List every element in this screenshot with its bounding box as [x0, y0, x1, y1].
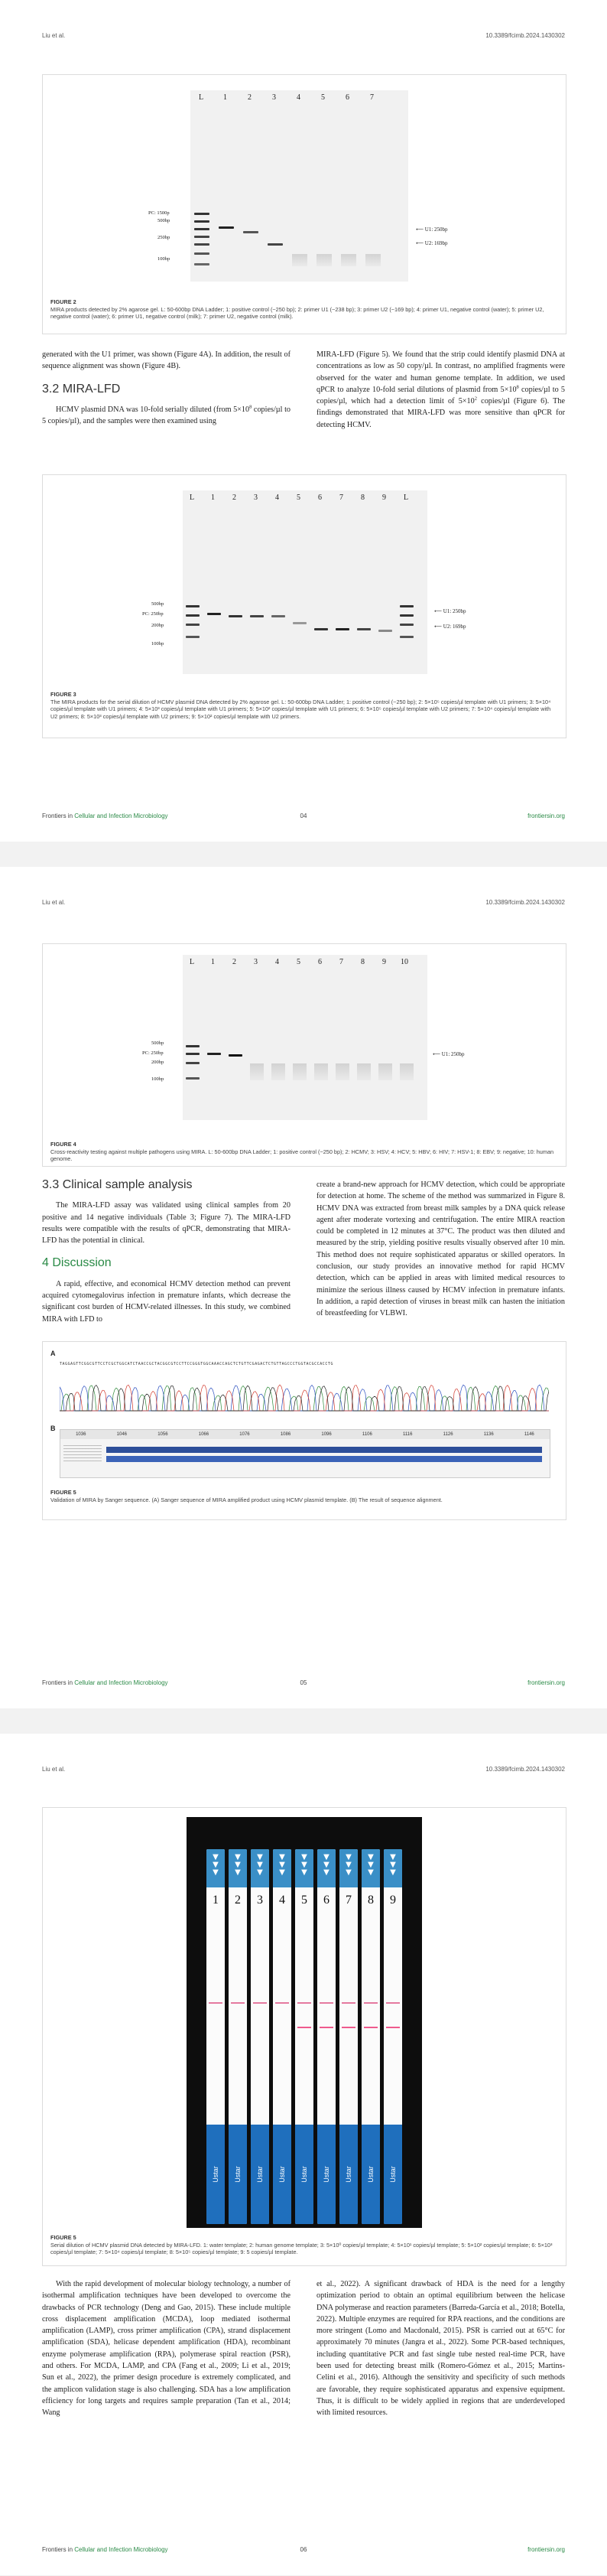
product-band — [243, 231, 258, 233]
ladder-band — [186, 1045, 200, 1047]
strip-number: 2 — [235, 1894, 241, 1907]
product-band — [271, 615, 285, 617]
lane-label: 4 — [297, 93, 300, 102]
ruler-tick: 1126 — [443, 1432, 453, 1437]
strip-absorbent-pad — [206, 2125, 225, 2224]
sequence-text: TAGGAGTTCGGCGTTCCTCGCTGGCATCTAACCGCTACGGCGTCCTTCCGGGTGGCAAACCAGCTCTGTTCGAGACTCTGTTAGCCCTGGTACGCCACCTG — [60, 1362, 333, 1366]
control-line — [386, 2002, 400, 2004]
panel-label-a: A — [50, 1350, 56, 1357]
paragraph: The MIRA-LFD assay was validated using clinical samples from 20 positive and 14 negative individuals (Table 3; Figure 7). The MIRA-LFD results were compatible with the results of qPCR, demonstrating that MIRA-LFD has the potential in clinical. — [42, 1201, 291, 1246]
lane-label: 7 — [339, 493, 343, 502]
strip-sample-pad — [206, 1849, 225, 1887]
marker-label: PC: 1500p — [148, 210, 170, 216]
lane-label: 10 — [401, 958, 408, 966]
gel-image — [190, 90, 408, 282]
band-arrow-label: ⟵ U1: 250bp — [434, 608, 466, 614]
footer-journal-prefix: Frontiers in — [42, 1679, 75, 1686]
marker-label: 100bp — [151, 641, 164, 646]
lane-label: 1 — [211, 958, 215, 966]
lane-label: 3 — [254, 958, 258, 966]
band-arrow-text: U1: 250bp — [424, 226, 448, 233]
control-line — [320, 2002, 333, 2004]
strip-brand-label: Ustar — [323, 2166, 330, 2183]
figure-caption-text: The MIRA products for the serial dilution of HCMV plasmid DNA detected by 2% agarose gel. L: 50-600bp DNA Ladder; 1: positive control (~250 bp); 2: 5×10⁵ copies/µl template with U1 primers; 3: 5×10⁴ copies/µl template with U1 primers; 4: 5×10³ copies/µl template with U1 primers; 5: 5×10² copies/µl template with U1 primers; 6: 5×10⁵ copies/µl template with U2 primers; 7: 5×10⁴ copies/µl template with U2 primers; 8: 5×10³ copies/µl template with U2 primers; 9: 5×10² copies/µl template with U2 primers. — [50, 698, 551, 720]
strip-sample-pad — [273, 1849, 291, 1887]
ladder-band — [194, 243, 209, 246]
marker-label: 500bp — [151, 1040, 164, 1046]
ladder-band — [400, 624, 414, 626]
ruler-tick: 1146 — [524, 1432, 534, 1437]
ladder-band — [194, 252, 209, 255]
lfd-strip — [251, 1849, 269, 2224]
figure-caption — [50, 1489, 558, 1503]
ladder-band — [400, 605, 414, 607]
strip-sample-pad — [251, 1849, 269, 1887]
product-band — [378, 630, 392, 632]
arrow-down-icon: ▼ ▼ ▼ — [301, 1853, 307, 1877]
product-band — [357, 628, 371, 630]
marker-label: 500bp — [151, 601, 164, 607]
lane-label: 3 — [272, 93, 276, 102]
paragraph-text: copies/µl to 5 copies/µl), and the samples were then examined using — [42, 405, 291, 426]
lane-label: 8 — [361, 958, 365, 966]
control-line — [253, 2002, 267, 2004]
superscript: 8 — [516, 384, 519, 390]
band-arrow-label: ⟵ U2: 169bp — [434, 624, 466, 630]
ladder-band — [186, 624, 200, 626]
lane-label: L — [190, 493, 195, 502]
control-line — [209, 2002, 222, 2004]
lfd-strip — [229, 1849, 247, 2224]
primer-smear — [357, 1063, 371, 1080]
marker-label: 100bp — [157, 256, 170, 262]
strip-row — [206, 1849, 402, 2224]
footer-journal-prefix: Frontiers in — [42, 2546, 75, 2553]
arrow-down-icon: ▼ ▼ ▼ — [257, 1853, 263, 1877]
paragraph-text: copies/µl (Figure 6). The findings demonstrated that MIRA-LFD was more sensitive than qPCR for detecting HCMV. — [316, 397, 566, 429]
strip-number: 7 — [346, 1894, 352, 1907]
strip-brand-label: Ustar — [234, 2166, 242, 2183]
test-line — [364, 2027, 378, 2028]
test-line — [320, 2027, 333, 2028]
strip-absorbent-pad — [339, 2125, 358, 2224]
ladder-band — [194, 228, 209, 230]
lane-label: 4 — [275, 493, 279, 502]
lane-label: L — [190, 958, 195, 966]
header-doi[interactable]: 10.3389/fcimb.2024.1430302 — [485, 1766, 565, 1773]
ladder-band — [400, 614, 414, 617]
header-doi[interactable]: 10.3389/fcimb.2024.1430302 — [485, 899, 565, 906]
strip-sample-pad — [229, 1849, 247, 1887]
figure-title: FIGURE 2 — [50, 298, 76, 305]
paragraph-text: MIRA-LFD (Figure 5). We found that the strip could identify plasmid DNA at concentrations as low as 50 copy/µl. In contrast, no amplified fragments were observed for the water and human genome template. In addition, we used qPCR to analyze 10-fold serial dilutions of plasmid from 5×10 — [316, 350, 565, 394]
product-band — [314, 628, 328, 630]
figure-caption-text: Validation of MIRA by Sanger sequence. (A) Sanger sequence of MIRA amplified product using HCMV plasmid template. (B) The result of sequence alignment. — [50, 1496, 443, 1503]
ruler-tick: 1066 — [198, 1432, 209, 1437]
product-band — [229, 615, 242, 617]
footer-journal-prefix: Frontiers in — [42, 813, 75, 819]
strip-sample-pad — [384, 1849, 402, 1887]
primer-smear — [341, 254, 356, 266]
section-heading: 4 Discussion — [42, 1256, 112, 1270]
ladder-band — [186, 1077, 200, 1080]
figure-caption — [50, 2234, 558, 2256]
ladder-band — [194, 213, 209, 215]
chromatogram-trace — [60, 1385, 549, 1411]
arrow-down-icon: ▼ ▼ ▼ — [323, 1853, 329, 1877]
strip-absorbent-pad — [295, 2125, 313, 2224]
body-column-right — [316, 1179, 565, 1320]
strip-number: 3 — [257, 1894, 263, 1907]
strip-brand-label: Ustar — [367, 2166, 375, 2183]
lane-label: 7 — [370, 93, 374, 102]
lane-label: 2 — [232, 493, 236, 502]
arrow-down-icon: ▼ ▼ ▼ — [279, 1853, 285, 1877]
marker-label: 200bp — [151, 623, 164, 628]
lane-label: 9 — [382, 958, 386, 966]
figure-caption — [50, 1141, 558, 1163]
paragraph: With the rapid development of molecular biology technology, a number of isothermal amplification techniques have been developed to overcome the drawbacks of PCR technology (Deng and Gao, 2015). These include multiple cross displacement amplification (MCDA), loop mediated isothermal amplification (LAMP), cross primer amplification (CPA), strand displacement amplification (SDA), helicase dependent amplification (HDA), recombinant enzyme polymerase amplification (RPA), polymerase spiral reaction (PSR), and others. For MCDA, LAMP, and CPA (Fang et al., 2009; Li et al., 2019; Sun et al., 2022), the primer design procedure is extremely complicated, and the amplicon validation stage is also challenging. SDA has a low amplification efficiency for long targets and requires sample preparation (Tan et al., 2014; Wang — [42, 2280, 291, 2418]
strip-brand-label: Ustar — [300, 2166, 308, 2183]
primer-smear — [250, 1063, 264, 1080]
paragraph-text: HCMV plasmid DNA was 10-fold serially diluted (from 5×10 — [56, 405, 250, 414]
figure-4 — [42, 943, 566, 1167]
lane-label: 8 — [361, 493, 365, 502]
section-heading: 3.2 MIRA-LFD — [42, 382, 121, 396]
ladder-band — [194, 220, 209, 223]
product-band — [207, 613, 221, 615]
ruler-tick: 1076 — [239, 1432, 250, 1437]
header-authors: Liu et al. — [42, 1766, 66, 1773]
marker-label: PC: 250bp — [142, 1050, 164, 1056]
figure-3 — [42, 474, 566, 738]
arrow-down-icon: ▼ ▼ ▼ — [346, 1853, 352, 1877]
footer-journal-name: Cellular and Infection Microbiology — [74, 1679, 168, 1686]
lane-label: 1 — [223, 93, 227, 102]
ruler-tick: 1096 — [321, 1432, 332, 1437]
lane-label: 5 — [297, 493, 300, 502]
lfd-strip — [339, 1849, 358, 2224]
test-line — [386, 2027, 400, 2028]
band-arrow-label: ⟵ U2: 169bp — [416, 240, 448, 246]
ruler-tick: 1136 — [483, 1432, 494, 1437]
strip-number: 1 — [213, 1894, 219, 1907]
lane-label: 6 — [318, 958, 322, 966]
ladder-band — [186, 1062, 200, 1064]
page-05 — [0, 867, 607, 1708]
arrow-down-icon: ▼ ▼ ▼ — [235, 1853, 241, 1877]
ladder-band — [194, 236, 209, 238]
test-line — [297, 2027, 311, 2028]
ladder-band — [400, 636, 414, 638]
strip-sample-pad — [317, 1849, 336, 1887]
lane-label: L — [404, 493, 409, 502]
paragraph — [42, 404, 291, 428]
strip-number: 6 — [323, 1894, 329, 1907]
lane-label: 5 — [321, 93, 325, 102]
lane-label: L — [199, 93, 204, 102]
primer-smear — [400, 1063, 414, 1080]
lfd-strip — [206, 1849, 225, 2224]
gel-image — [183, 490, 427, 674]
ladder-band — [194, 263, 209, 265]
strip-absorbent-pad — [229, 2125, 247, 2224]
product-band — [268, 243, 283, 246]
figure-title: FIGURE 4 — [50, 1141, 76, 1148]
product-band — [293, 622, 307, 624]
strip-number: 4 — [279, 1894, 285, 1907]
band-arrow-text: U1: 250bp — [441, 1051, 465, 1057]
lane-label: 4 — [275, 958, 279, 966]
product-band — [250, 615, 264, 617]
lfd-photo — [187, 1817, 422, 2228]
strip-brand-label: Ustar — [256, 2166, 264, 2183]
page-06 — [0, 1734, 607, 2575]
primer-smear — [365, 254, 381, 266]
primer-smear — [316, 254, 332, 266]
band-arrow-text: U2: 169bp — [443, 624, 466, 630]
strip-absorbent-pad — [362, 2125, 380, 2224]
ruler-tick: 1056 — [157, 1432, 168, 1437]
figure-5 — [42, 1341, 566, 1520]
lane-label: 2 — [248, 93, 252, 102]
ladder-band — [186, 636, 200, 638]
lane-label: 5 — [297, 958, 300, 966]
primer-smear — [336, 1063, 349, 1080]
chromatogram — [60, 1369, 549, 1412]
control-line — [342, 2002, 355, 2004]
header-doi[interactable]: 10.3389/fcimb.2024.1430302 — [485, 32, 565, 39]
primer-smear — [314, 1063, 328, 1080]
strip-absorbent-pad — [317, 2125, 336, 2224]
control-line — [364, 2002, 378, 2004]
lane-label: 6 — [346, 93, 349, 102]
figure-caption-text: Cross-reactivity testing against multiple pathogens using MIRA. L: 50-600bp DNA Ladder; 1: positive control (~250 bp); 2: HCMV; 3: HSV; 4: HCV; 5: HBV; 6: HIV; 7: HSV-1; 8: EBV; 9: negative; 10: human genome. — [50, 1148, 554, 1162]
paragraph — [316, 349, 565, 431]
footer-journal-name: Cellular and Infection Microbiology — [74, 2546, 168, 2553]
paragraph: create a brand-new approach for HCMV detection, which could be appropriate for detection at home. The scheme of the method was summarized in Figure 8. HCMV DNA was extracted from breast milk samples by a DNA quick release agent after moderate vortexing and centrifugation. The entire MIRA reaction could be completed in 12 minutes at 37°C. The product was then diluted and measured by the strip, yielding positive results visually observed after 10 min. This method does not require sophisticated apparatus or skilled operators. In conclusion, our study provides an innovative method for rapid HCMV detection, which can be applied in areas with limited medical resources to minimize the serious illness caused by HCMV infection in premature infants. In addition, a rapid detection of viruses in breast milk can hasten the initiation of breastfeeding for VLBWI. — [316, 1181, 565, 1318]
chromatogram-trace — [60, 1386, 549, 1412]
strip-brand-label: Ustar — [389, 2166, 397, 2183]
arrow-down-icon: ▼ ▼ ▼ — [390, 1853, 396, 1877]
marker-label: PC: 250bp — [142, 611, 164, 617]
body-column-left — [42, 349, 291, 427]
product-band — [229, 1054, 242, 1057]
lane-label: 2 — [232, 958, 236, 966]
figure-title: FIGURE 5 — [50, 2234, 76, 2241]
alignment-track — [106, 1456, 542, 1462]
strip-sample-pad — [295, 1849, 313, 1887]
chromatogram-trace — [60, 1385, 549, 1411]
band-arrow-text: U1: 250bp — [443, 608, 466, 614]
strip-number: 9 — [390, 1894, 396, 1907]
marker-label: 250bp — [157, 235, 170, 240]
figure-caption — [50, 298, 558, 321]
chromatogram-trace — [60, 1386, 549, 1411]
product-band — [336, 628, 349, 630]
figure-title: FIGURE 3 — [50, 691, 76, 698]
control-line — [275, 2002, 289, 2004]
lane-label: 3 — [254, 493, 258, 502]
alignment-track — [106, 1447, 542, 1453]
strip-number: 5 — [301, 1894, 307, 1907]
band-arrow-label: ⟵ U1: 250bp — [433, 1051, 465, 1057]
footer-site-link[interactable]: frontiersin.org — [527, 813, 565, 819]
alignment-track-label — [63, 1445, 102, 1464]
strip-sample-pad — [339, 1849, 358, 1887]
lfd-strip — [384, 1849, 402, 2224]
header-authors: Liu et al. — [42, 32, 66, 39]
body-column-left — [42, 2278, 291, 2419]
superscript: 8 — [249, 404, 252, 410]
paragraph: generated with the U1 primer, was shown (Figure 4A). In addition, the result of sequence alignment was shown (Figure 4B). — [42, 350, 291, 371]
page-number: 05 — [300, 1679, 307, 1686]
gel-image — [183, 955, 427, 1120]
primer-smear — [378, 1063, 392, 1080]
primer-smear — [292, 254, 307, 266]
control-line — [231, 2002, 245, 2004]
lfd-strip — [273, 1849, 291, 2224]
strip-absorbent-pad — [384, 2125, 402, 2224]
figure-6 — [42, 1807, 566, 2266]
section-heading: 3.3 Clinical sample analysis — [42, 1178, 193, 1191]
primer-smear — [293, 1063, 307, 1080]
test-line — [342, 2027, 355, 2028]
strip-brand-label: Ustar — [345, 2166, 352, 2183]
page-04 — [0, 0, 607, 842]
body-column-left — [42, 1179, 291, 1325]
header-authors: Liu et al. — [42, 899, 66, 906]
lane-label: 6 — [318, 493, 322, 502]
figure-caption-text: MIRA products detected by 2% agarose gel. L: 50-600bp DNA Ladder; 1: positive control (~250 bp); 2: primer U1 (~238 bp); 3: primer U2 (~169 bp); 4: primer U1, negative control (water); 5: primer U2, negative control (water); 6: primer U1, negative control (milk); 7: primer U2, negative control (milk). — [50, 305, 544, 320]
ladder-band — [186, 614, 200, 617]
strip-number: 8 — [368, 1894, 374, 1907]
strip-absorbent-pad — [273, 2125, 291, 2224]
product-band — [207, 1053, 221, 1055]
primer-smear — [271, 1063, 285, 1080]
ruler-tick: 1036 — [76, 1432, 86, 1437]
panel-label-b: B — [50, 1425, 56, 1432]
page-number: 04 — [300, 813, 307, 819]
lane-label: 9 — [382, 493, 386, 502]
ruler-tick: 1116 — [403, 1432, 413, 1437]
marker-label: 500bp — [157, 218, 170, 223]
arrow-down-icon: ▼ ▼ ▼ — [213, 1853, 219, 1877]
body-column-right — [316, 2278, 565, 2419]
paragraph: et al., 2022). A significant drawback of HDA is the need for a lengthy optimization period to obtain an optimal equilibrium between the helicase DNA polymerase and reaction parameters (Barreda-García et al., 2018; Botella, 2022). Multiple enzymes are required for RPA reactions, and the conditions are more stringent (Lomo and Macdonald, 2015). PSR is carried out at 65°C for approximately 70 minutes (Jangra et al., 2022). Some PCR-based techniques, including quantitative PCR and fast single tube nested real-time PCR, have been used for detecting breast milk (Romero-Gómez et al., 2015; Martins-Celini et al., 2016). Although the sensitivity and specificity of such methods are favorable, they require sophisticated apparatus and expensive equipment. Thus, it is difficult to be widely applied in regions that are underdeveloped with limited resources. — [316, 2280, 565, 2418]
figure-2 — [42, 74, 566, 334]
strip-sample-pad — [362, 1849, 380, 1887]
lfd-strip — [362, 1849, 380, 2224]
strip-absorbent-pad — [251, 2125, 269, 2224]
product-band — [219, 226, 234, 229]
footer-site-link[interactable]: frontiersin.org — [527, 2546, 565, 2553]
ruler-tick: 1106 — [362, 1432, 372, 1437]
superscript: 2 — [474, 396, 477, 402]
marker-label: 200bp — [151, 1060, 164, 1065]
ruler-tick: 1086 — [280, 1432, 291, 1437]
lane-label: 1 — [211, 493, 215, 502]
band-arrow-text: U2: 169bp — [424, 240, 448, 246]
arrow-down-icon: ▼ ▼ ▼ — [368, 1853, 374, 1877]
band-arrow-label: ⟵ U1: 250bp — [416, 226, 448, 233]
paragraph-text: copies/µl to 5 copies/µl, which had a detection limit of 5×10 — [316, 385, 565, 406]
paragraph: A rapid, effective, and economical HCMV detection method can prevent acquired cytomegalovirus infection in premature infants, which decrease the significant cost burden of HCMV-related illnesses. In this study, we combined MIRA with LFD to — [42, 1279, 291, 1324]
marker-label: 100bp — [151, 1076, 164, 1082]
figure-caption-text: Serial dilution of HCMV plasmid DNA detected by MIRA-LFD. 1: water template; 2: human genome template; 3: 5×10⁰ copies/µl template; 4: 5×10¹ copies/µl template; 5: 5×10² copies/µl template; 6: 5×10³ copies/µl template; 7: 5×10⁴ copies/µl template; 8: 5×10⁵ copies/µl template; 9: 5 copies/µl template. — [50, 2241, 553, 2255]
figure-caption — [50, 691, 558, 720]
body-column-right — [316, 349, 565, 431]
alignment-panel — [60, 1429, 550, 1478]
lfd-strip — [295, 1849, 313, 2224]
figure-title: FIGURE 5 — [50, 1489, 76, 1496]
ladder-band — [186, 605, 200, 607]
strip-brand-label: Ustar — [278, 2166, 286, 2183]
ruler-tick: 1046 — [116, 1432, 127, 1437]
alignment-ruler — [60, 1430, 550, 1439]
lane-label: 7 — [339, 958, 343, 966]
chromatogram-peaks — [60, 1385, 549, 1411]
strip-brand-label: Ustar — [212, 2166, 219, 2183]
ladder-band — [186, 1053, 200, 1055]
footer-journal-name: Cellular and Infection Microbiology — [74, 813, 168, 819]
lfd-strip — [317, 1849, 336, 2224]
page-number: 06 — [300, 2546, 307, 2553]
footer-site-link[interactable]: frontiersin.org — [527, 1679, 565, 1686]
control-line — [297, 2002, 311, 2004]
